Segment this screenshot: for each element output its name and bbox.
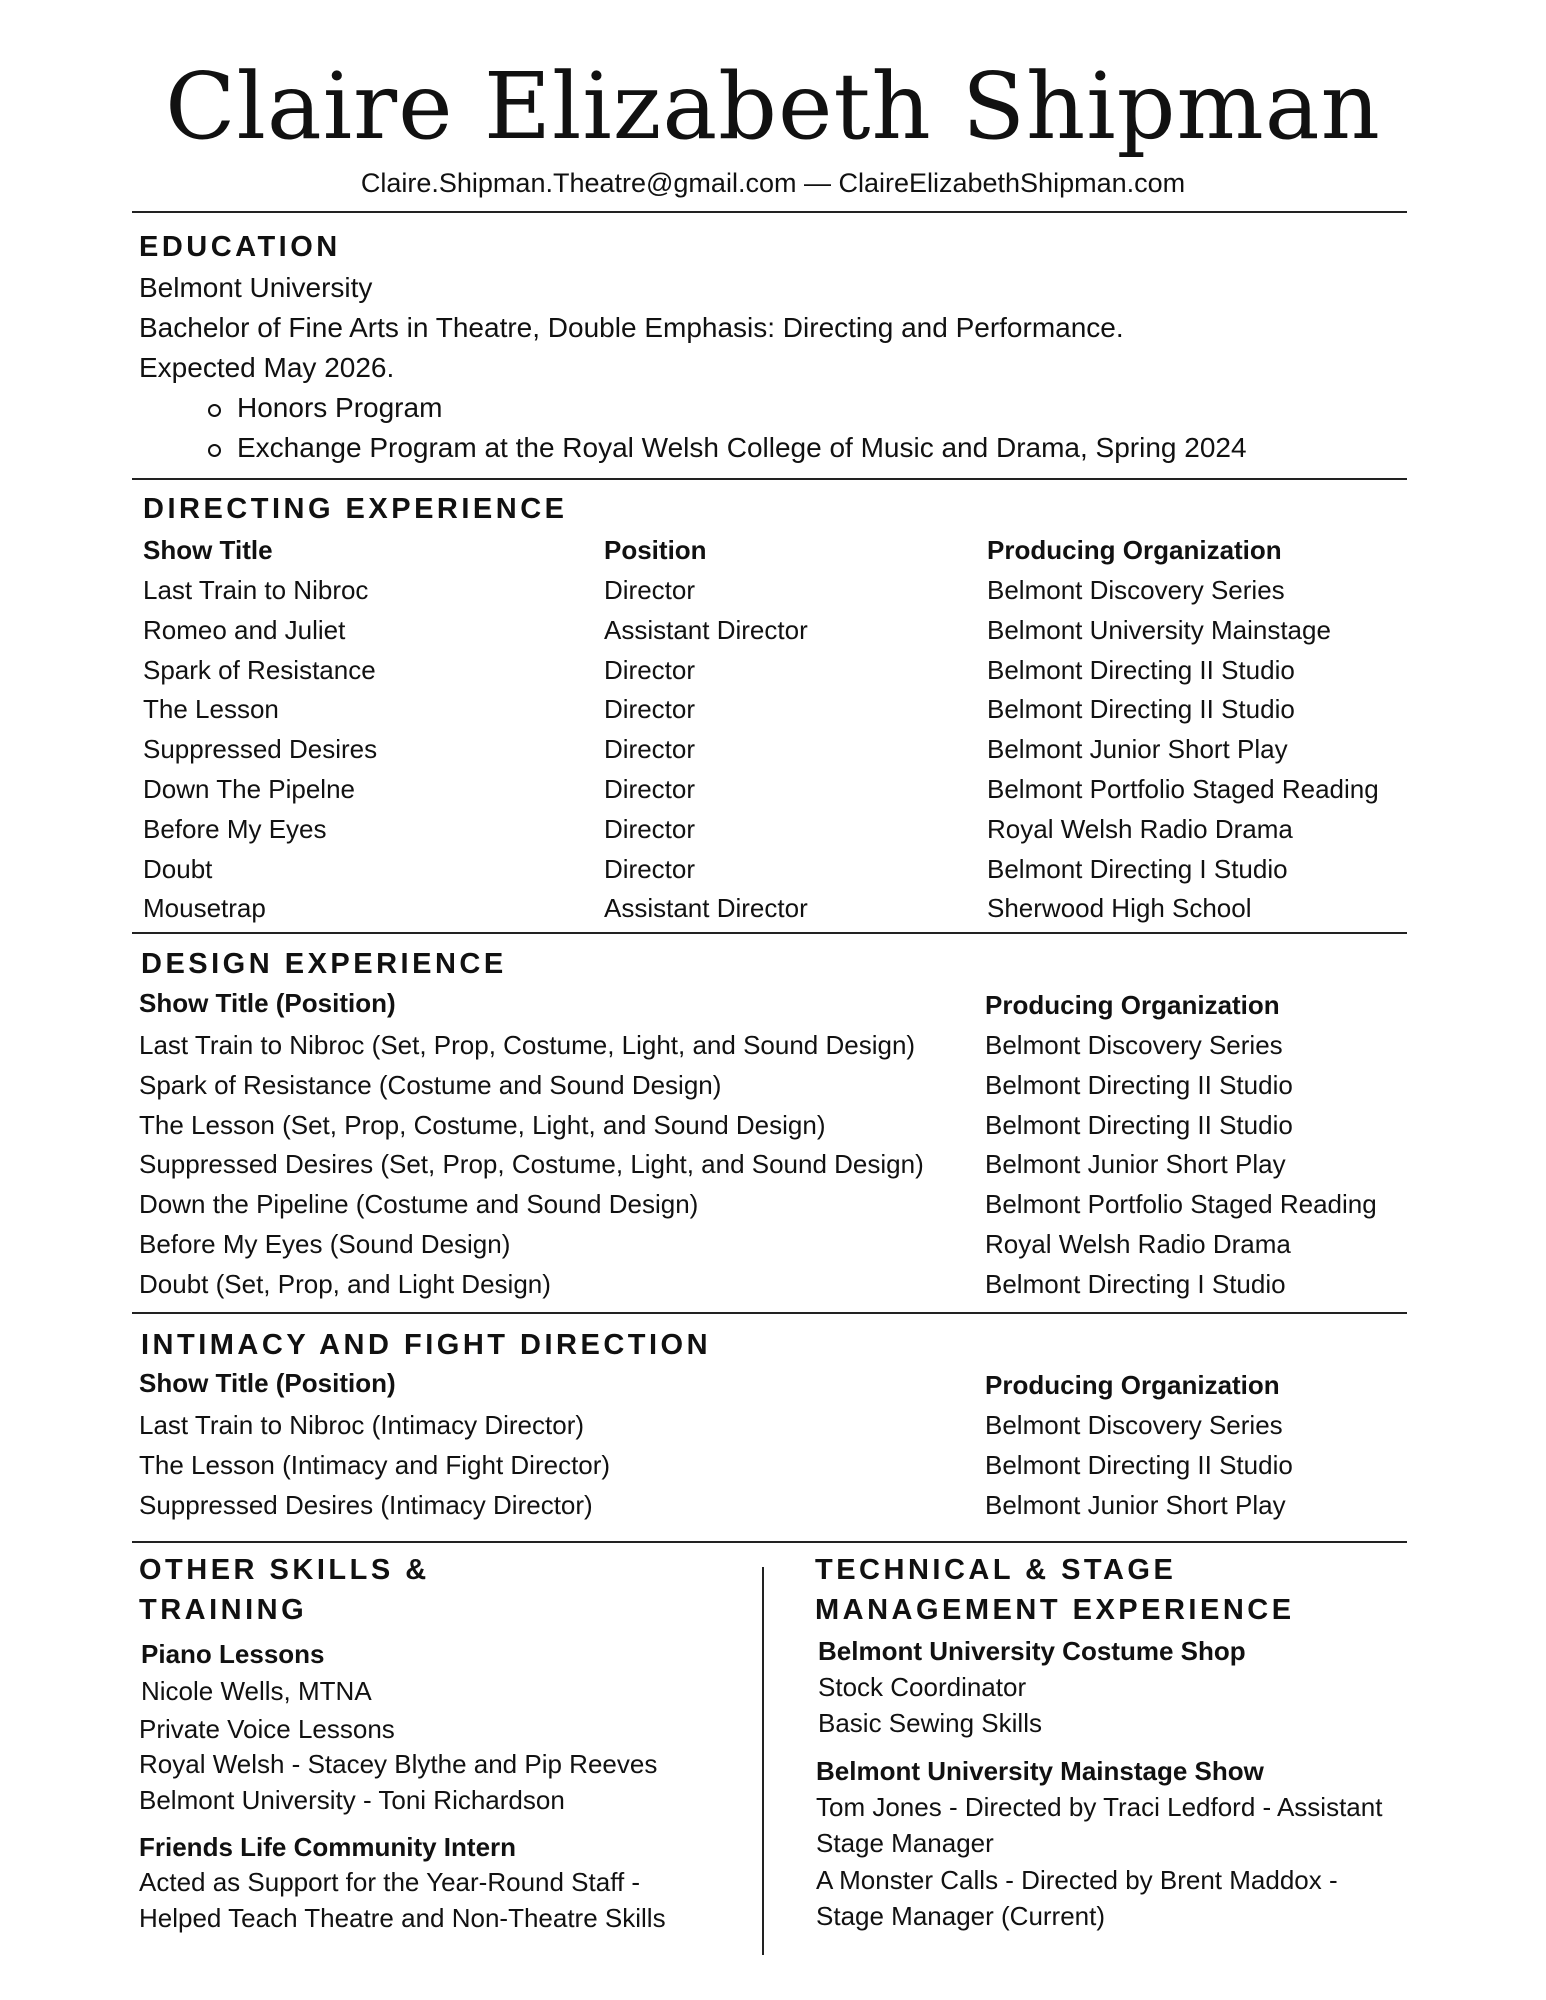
directing-row-show: Last Train to Nibroc	[143, 575, 369, 605]
mainstage-line: Stage Manager (Current)	[816, 1901, 1106, 1931]
divider	[132, 1312, 1407, 1314]
directing-row-position: Assistant Director	[604, 614, 808, 645]
technical-title-line1: TECHNICAL & STAGE	[815, 1554, 1177, 1586]
education-bullet: Exchange Program at the Royal Welsh College of Music and Drama, Spring 2024	[237, 432, 1247, 463]
mainstage-line: A Monster Calls - Directed by Brent Maddox -	[816, 1865, 1338, 1895]
directing-header-org: Producing Organization	[987, 535, 1282, 565]
intimacy-row-org: Belmont Discovery Series	[985, 1410, 1283, 1440]
directing-row-org: Sherwood High School	[987, 893, 1252, 924]
directing-header-show: Show Title	[143, 535, 273, 565]
mainstage-line: Stage Manager	[816, 1828, 994, 1858]
design-row-show: Spark of Resistance (Costume and Sound Design)	[139, 1069, 722, 1100]
directing-row-position: Director	[604, 575, 696, 605]
directing-row-show: Suppressed Desires	[143, 734, 378, 765]
mainstage-title: Belmont University Mainstage Show	[816, 1756, 1264, 1786]
design-row-show: Suppressed Desires (Set, Prop, Costume, Light, and Sound Design)	[139, 1149, 924, 1180]
intimacy-row-org: Belmont Directing II Studio	[985, 1449, 1293, 1480]
divider	[132, 478, 1407, 480]
voice-line: Royal Welsh - Stacey Blythe and Pip Reeves	[139, 1749, 658, 1779]
directing-row-position: Director	[604, 813, 696, 844]
directing-row-position: Director	[604, 774, 696, 804]
directing-row-position: Director	[604, 853, 696, 884]
education-bullet: Honors Program	[237, 392, 443, 423]
bullet-icon	[208, 444, 221, 457]
contact-line: Claire.Shipman.Theatre@gmail.com — ClaireElizabethShipman.com	[360, 168, 1186, 198]
bullet-icon	[208, 404, 221, 417]
directing-row-org: Royal Welsh Radio Drama	[987, 813, 1293, 844]
resume-name: Claire Elizabeth Shipman	[165, 53, 1381, 160]
piano-teacher: Nicole Wells, MTNA	[141, 1676, 372, 1706]
design-row-org: Royal Welsh Radio Drama	[985, 1229, 1291, 1259]
education-school: Belmont University	[139, 272, 373, 303]
column-divider	[762, 1567, 764, 1955]
intern-title: Friends Life Community Intern	[139, 1832, 517, 1862]
design-header-org: Producing Organization	[985, 990, 1280, 1020]
design-row-org: Belmont Directing II Studio	[985, 1109, 1293, 1140]
directing-row-position: Director	[604, 694, 696, 725]
intern-line: Acted as Support for the Year-Round Staff -	[139, 1867, 641, 1897]
divider	[132, 932, 1407, 934]
design-header-show: Show Title (Position)	[139, 988, 396, 1018]
directing-row-position: Director	[604, 734, 696, 765]
design-row-org: Belmont Directing II Studio	[985, 1069, 1293, 1100]
directing-title: DIRECTING EXPERIENCE	[143, 493, 568, 525]
divider	[132, 211, 1407, 213]
directing-row-org: Belmont Directing II Studio	[987, 694, 1295, 725]
directing-row-show: Mousetrap	[143, 893, 266, 924]
costume-shop-title: Belmont University Costume Shop	[818, 1636, 1246, 1666]
directing-row-org: Belmont Directing II Studio	[987, 654, 1295, 685]
voice-title: Private Voice Lessons	[139, 1714, 395, 1744]
design-row-show: Down the Pipeline (Costume and Sound Design)	[139, 1189, 699, 1220]
design-row-show: Doubt (Set, Prop, and Light Design)	[139, 1268, 551, 1299]
voice-line: Belmont University - Toni Richardson	[139, 1785, 565, 1815]
piano-title: Piano Lessons	[141, 1639, 325, 1669]
intimacy-title: INTIMACY AND FIGHT DIRECTION	[141, 1329, 712, 1361]
intimacy-header-org: Producing Organization	[985, 1370, 1280, 1400]
education-title: EDUCATION	[139, 231, 341, 263]
education-degree: Bachelor of Fine Arts in Theatre, Double Emphasis: Directing and Performance.	[139, 312, 1124, 343]
intimacy-header-show: Show Title (Position)	[139, 1368, 396, 1398]
directing-row-show: Before My Eyes	[143, 813, 327, 844]
technical-title-line2: MANAGEMENT EXPERIENCE	[815, 1594, 1295, 1626]
design-title: DESIGN EXPERIENCE	[141, 948, 507, 980]
intimacy-row-show: Last Train to Nibroc (Intimacy Director)	[139, 1410, 585, 1440]
intimacy-row-show: Suppressed Desires (Intimacy Director)	[139, 1489, 593, 1520]
directing-row-show: Doubt	[143, 853, 213, 884]
directing-row-org: Belmont Directing I Studio	[987, 853, 1288, 884]
directing-row-show: Spark of Resistance	[143, 654, 376, 685]
design-row-org: Belmont Directing I Studio	[985, 1268, 1286, 1299]
design-row-show: Before My Eyes (Sound Design)	[139, 1229, 511, 1259]
directing-row-org: Belmont Portfolio Staged Reading	[987, 774, 1379, 804]
design-row-org: Belmont Junior Short Play	[985, 1149, 1286, 1180]
design-row-show: The Lesson (Set, Prop, Costume, Light, and Sound Design)	[139, 1109, 826, 1140]
design-row-show: Last Train to Nibroc (Set, Prop, Costume, Light, and Sound Design)	[139, 1030, 916, 1060]
directing-row-org: Belmont Discovery Series	[987, 575, 1285, 605]
directing-row-show: Down The Pipelne	[143, 774, 355, 804]
divider	[132, 1541, 1407, 1543]
intimacy-row-show: The Lesson (Intimacy and Fight Director)	[139, 1449, 611, 1480]
directing-row-org: Belmont Junior Short Play	[987, 734, 1288, 765]
mainstage-line: Tom Jones - Directed by Traci Ledford - Assistant	[816, 1792, 1383, 1822]
design-row-org: Belmont Portfolio Staged Reading	[985, 1189, 1377, 1220]
directing-row-position: Assistant Director	[604, 893, 808, 924]
costume-shop-line: Basic Sewing Skills	[818, 1708, 1042, 1738]
intern-line: Helped Teach Theatre and Non-Theatre Skills	[139, 1903, 666, 1933]
skills-title-line2: TRAINING	[139, 1594, 308, 1626]
directing-row-show: Romeo and Juliet	[143, 614, 346, 645]
directing-row-show: The Lesson	[143, 694, 279, 725]
design-row-org: Belmont Discovery Series	[985, 1030, 1283, 1060]
costume-shop-line: Stock Coordinator	[818, 1672, 1027, 1702]
directing-row-position: Director	[604, 654, 696, 685]
directing-row-org: Belmont University Mainstage	[987, 614, 1331, 645]
skills-title-line1: OTHER SKILLS &	[139, 1554, 430, 1586]
education-expected: Expected May 2026.	[139, 352, 395, 383]
directing-header-position: Position	[604, 535, 707, 565]
intimacy-row-org: Belmont Junior Short Play	[985, 1489, 1286, 1520]
